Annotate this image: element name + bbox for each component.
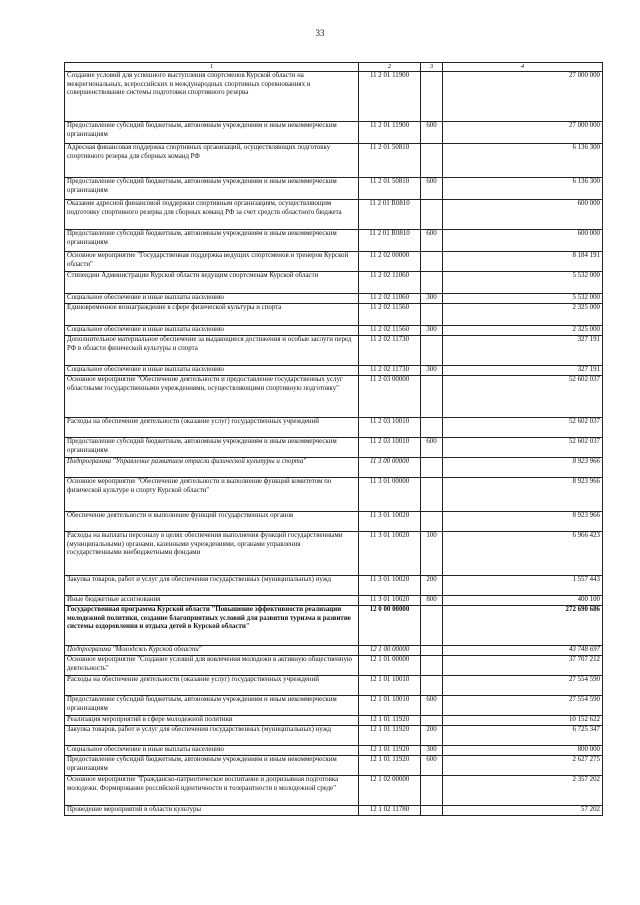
row-name-cell: Стипендии Администрации Курской области ведущим спортсменам Курской области xyxy=(65,272,359,294)
row-name-cell: Подпрограмма "Молодежь Курской области" xyxy=(65,646,359,656)
row-code-cell: 12 0 00 00000 xyxy=(359,606,421,646)
row-name-cell: Закупка товаров, работ и услуг для обеспечения государственных (муниципальных) нужд xyxy=(65,576,359,596)
row-expense-type-cell xyxy=(421,656,443,676)
row-expense-type-cell xyxy=(421,376,443,418)
row-amount-cell: 5 532 000 xyxy=(443,294,603,304)
row-code-cell: 11 3 01 10020 xyxy=(359,576,421,596)
row-code-cell: 11 2 01 11900 xyxy=(359,122,421,144)
table-row xyxy=(65,676,603,696)
row-amount-cell: 8 923 966 xyxy=(443,478,603,512)
column-header-name: 1 xyxy=(65,63,359,72)
row-amount-cell: 2 325 000 xyxy=(443,304,603,326)
column-header-amount: 4 xyxy=(443,63,603,72)
row-name-cell: Единовременное вознаграждение в сфере физической культуры и спорта xyxy=(65,304,359,326)
table-row xyxy=(65,726,603,746)
row-amount-cell: 600 000 xyxy=(443,200,603,230)
row-name-cell: Основное мероприятие "Обеспечение деятельности и выполнение функций комитетом по физической культуре и спорту Курской области" xyxy=(65,478,359,512)
table-header xyxy=(65,63,603,72)
row-amount-cell: 27 000 000 xyxy=(443,72,603,122)
row-amount-cell: 400 100 xyxy=(443,596,603,606)
row-expense-type-cell xyxy=(421,458,443,478)
row-code-cell: 11 2 02 11560 xyxy=(359,304,421,326)
budget-table xyxy=(64,62,603,816)
row-expense-type-cell: 200 xyxy=(421,576,443,596)
table-row xyxy=(65,776,603,806)
row-amount-cell: 2 627 275 xyxy=(443,756,603,776)
row-name-cell: Предоставление субсидий бюджетным, автономным учреждениям и иным некоммерческим организациям xyxy=(65,696,359,716)
table-row xyxy=(65,756,603,776)
row-code-cell: 11 2 02 11060 xyxy=(359,272,421,294)
row-name-cell: Оказание адресной финансовой поддержки спортивным организациям, осуществляющим подготовку спортивного резерва для сборных команд РФ за счет средств областного бюджета xyxy=(65,200,359,230)
table-row xyxy=(65,806,603,816)
row-expense-type-cell: 600 xyxy=(421,756,443,776)
row-expense-type-cell: 200 xyxy=(421,726,443,746)
table-row xyxy=(65,478,603,512)
row-expense-type-cell xyxy=(421,418,443,438)
row-code-cell: 11 2 02 00000 xyxy=(359,252,421,272)
row-amount-cell: 2 325 000 xyxy=(443,326,603,336)
table-row xyxy=(65,418,603,438)
row-expense-type-cell xyxy=(421,676,443,696)
row-name-cell: Создание условий для успешного выступления спортсменов Курской области на межрегиональных, всероссийских и международных спортивных соревнованиях и совершенствование системы подготовки спортивного резерва xyxy=(65,72,359,122)
row-name-cell: Социальное обеспечение и иные выплаты населению xyxy=(65,746,359,756)
row-code-cell: 12 1 00 00000 xyxy=(359,646,421,656)
row-code-cell: 11 2 01 50810 xyxy=(359,178,421,200)
table-row xyxy=(65,512,603,532)
row-expense-type-cell: 300 xyxy=(421,746,443,756)
table-row xyxy=(65,294,603,304)
row-name-cell: Проведение мероприятий в области культуры xyxy=(65,806,359,816)
row-amount-cell: 272 690 686 xyxy=(443,606,603,646)
row-expense-type-cell: 300 xyxy=(421,366,443,376)
row-name-cell: Предоставление субсидий бюджетным, автономным учреждениям и иным некоммерческим организациям xyxy=(65,178,359,200)
page-number: 33 xyxy=(315,28,325,38)
row-expense-type-cell: 600 xyxy=(421,122,443,144)
row-expense-type-cell xyxy=(421,304,443,326)
row-name-cell: Расходы на обеспечение деятельности (оказание услуг) государственных учреждений xyxy=(65,418,359,438)
row-amount-cell: 327 191 xyxy=(443,336,603,366)
row-code-cell: 12 1 01 11920 xyxy=(359,756,421,776)
row-expense-type-cell xyxy=(421,252,443,272)
table-row xyxy=(65,646,603,656)
row-amount-cell: 6 966 423 xyxy=(443,532,603,576)
row-expense-type-cell: 300 xyxy=(421,294,443,304)
row-code-cell: 12 1 01 10010 xyxy=(359,676,421,696)
row-code-cell: 11 2 01 50810 xyxy=(359,144,421,178)
table-row xyxy=(65,376,603,418)
row-name-cell: Основное мероприятие "Обеспечение деятельности и предоставление государственных услуг областными государственными учреждениями, осуществляющими спортивную подготовку" xyxy=(65,376,359,418)
table-row xyxy=(65,230,603,252)
row-code-cell: 11 3 00 00000 xyxy=(359,458,421,478)
table-row xyxy=(65,366,603,376)
table-row xyxy=(65,716,603,726)
row-amount-cell: 27 554 590 xyxy=(443,676,603,696)
row-amount-cell: 327 191 xyxy=(443,366,603,376)
row-expense-type-cell xyxy=(421,512,443,532)
row-amount-cell: 52 602 037 xyxy=(443,376,603,418)
row-expense-type-cell xyxy=(421,478,443,512)
row-amount-cell: 1 557 443 xyxy=(443,576,603,596)
column-header-code: 2 xyxy=(359,63,421,72)
row-name-cell: Социальное обеспечение и иные выплаты населению xyxy=(65,326,359,336)
row-code-cell: 11 2 02 11730 xyxy=(359,336,421,366)
row-code-cell: 11 3 01 00000 xyxy=(359,478,421,512)
row-expense-type-cell xyxy=(421,776,443,806)
row-amount-cell: 6 136 300 xyxy=(443,178,603,200)
table-row xyxy=(65,336,603,366)
row-code-cell: 12 1 01 10010 xyxy=(359,696,421,716)
row-name-cell: Расходы на обеспечение деятельности (оказание услуг) государственных учреждений xyxy=(65,676,359,696)
row-amount-cell: 600 000 xyxy=(443,230,603,252)
row-name-cell: Иные бюджетные ассигнования xyxy=(65,596,359,606)
row-expense-type-cell: 300 xyxy=(421,326,443,336)
row-expense-type-cell xyxy=(421,646,443,656)
row-code-cell: 12 1 02 11780 xyxy=(359,806,421,816)
row-amount-cell: 52 602 037 xyxy=(443,438,603,458)
table-row xyxy=(65,746,603,756)
row-amount-cell: 27 554 590 xyxy=(443,696,603,716)
row-name-cell: Реализация мероприятий в сфере молодежной политики xyxy=(65,716,359,726)
row-amount-cell: 37 707 212 xyxy=(443,656,603,676)
row-name-cell: Предоставление субсидий бюджетным, автономным учреждениям и иным некоммерческим организациям xyxy=(65,756,359,776)
row-expense-type-cell xyxy=(421,72,443,122)
row-name-cell: Адресная финансовая поддержка спортивных организаций, осуществляющих подготовку спортивного резерва для сборных команд РФ xyxy=(65,144,359,178)
row-name-cell: Обеспечение деятельности и выполнение функций государственных органов xyxy=(65,512,359,532)
row-code-cell: 12 1 01 11920 xyxy=(359,716,421,726)
row-amount-cell: 10 152 622 xyxy=(443,716,603,726)
row-amount-cell: 8 923 966 xyxy=(443,458,603,478)
row-amount-cell: 8 923 966 xyxy=(443,512,603,532)
table-body xyxy=(65,72,603,816)
column-header-expense-type: 3 xyxy=(421,63,443,72)
table-row xyxy=(65,606,603,646)
row-code-cell: 11 2 01 11900 xyxy=(359,72,421,122)
row-expense-type-cell: 600 xyxy=(421,178,443,200)
row-name-cell: Дополнительное материальное обеспечение за выдающиеся достижения и особые заслуги перед РФ в области физической культуры и спорта xyxy=(65,336,359,366)
row-code-cell: 12 1 02 00000 xyxy=(359,776,421,806)
row-amount-cell: 8 184 191 xyxy=(443,252,603,272)
row-code-cell: 11 2 01 R0810 xyxy=(359,230,421,252)
row-code-cell: 11 2 03 00000 xyxy=(359,376,421,418)
row-expense-type-cell xyxy=(421,336,443,366)
row-name-cell: Социальное обеспечение и иные выплаты населению xyxy=(65,294,359,304)
row-amount-cell: 800 000 xyxy=(443,746,603,756)
row-expense-type-cell xyxy=(421,716,443,726)
row-amount-cell: 6 725 347 xyxy=(443,726,603,746)
row-code-cell: 12 1 01 11920 xyxy=(359,746,421,756)
row-expense-type-cell xyxy=(421,606,443,646)
table-row xyxy=(65,458,603,478)
row-expense-type-cell xyxy=(421,272,443,294)
row-expense-type-cell: 100 xyxy=(421,532,443,576)
table-row xyxy=(65,178,603,200)
row-name-cell: Основное мероприятие "Создание условий для вовлечения молодежи в активную общественную деятельность" xyxy=(65,656,359,676)
row-code-cell: 12 1 01 00000 xyxy=(359,656,421,676)
row-name-cell: Предоставление субсидий бюджетным, автономным учреждениям и иным некоммерческим организациям xyxy=(65,438,359,458)
row-code-cell: 11 3 01 10020 xyxy=(359,512,421,532)
row-code-cell: 11 2 03 10010 xyxy=(359,438,421,458)
table-row xyxy=(65,532,603,576)
row-amount-cell: 57 202 xyxy=(443,806,603,816)
row-amount-cell: 27 000 000 xyxy=(443,122,603,144)
row-name-cell: Основное мероприятие "Государственная поддержка ведущих спортсменов и тренеров Курской области" xyxy=(65,252,359,272)
table-row xyxy=(65,576,603,596)
table-row xyxy=(65,304,603,326)
row-expense-type-cell xyxy=(421,200,443,230)
row-name-cell: Государственная программа Курской области "Повышение эффективности реализации молодежной политики, создание благоприятных условий для развития туризма и развитие системы оздоровления и отдыха детей в Курской области" xyxy=(65,606,359,646)
table-row xyxy=(65,696,603,716)
row-amount-cell: 5 532 000 xyxy=(443,272,603,294)
row-name-cell: Предоставление субсидий бюджетным, автономным учреждениям и иным некоммерческим организациям xyxy=(65,230,359,252)
row-code-cell: 12 1 01 11920 xyxy=(359,726,421,746)
table-row xyxy=(65,122,603,144)
row-name-cell: Расходы на выплаты персоналу в целях обеспечения выполнения функций государственными (муниципальными) органами, казенными учреждениями, органами управления государственными внебюджетными фондами xyxy=(65,532,359,576)
row-name-cell: Закупка товаров, работ и услуг для обеспечения государственных (муниципальных) нужд xyxy=(65,726,359,746)
row-amount-cell: 2 357 202 xyxy=(443,776,603,806)
row-code-cell: 11 3 01 10020 xyxy=(359,532,421,576)
table-row xyxy=(65,596,603,606)
table-row xyxy=(65,438,603,458)
row-code-cell: 11 2 02 11060 xyxy=(359,294,421,304)
row-expense-type-cell: 800 xyxy=(421,596,443,606)
row-expense-type-cell: 600 xyxy=(421,438,443,458)
table-row xyxy=(65,656,603,676)
table-row xyxy=(65,272,603,294)
table-row xyxy=(65,252,603,272)
row-code-cell: 11 2 02 11730 xyxy=(359,366,421,376)
row-code-cell: 11 2 02 11560 xyxy=(359,326,421,336)
row-name-cell: Социальное обеспечение и иные выплаты населению xyxy=(65,366,359,376)
row-name-cell: Предоставление субсидий бюджетным, автономным учреждениям и иным некоммерческим организациям xyxy=(65,122,359,144)
table-row xyxy=(65,72,603,122)
row-amount-cell: 43 748 697 xyxy=(443,646,603,656)
row-code-cell: 11 2 03 10010 xyxy=(359,418,421,438)
row-amount-cell: 52 602 037 xyxy=(443,418,603,438)
row-expense-type-cell: 600 xyxy=(421,696,443,716)
table-row xyxy=(65,200,603,230)
row-expense-type-cell xyxy=(421,144,443,178)
row-name-cell: Основное мероприятие "Гражданско-патриотическое воспитание и допризывная подготовка молодежи. Формирование российской идентичности и толерантности в молодежной среде" xyxy=(65,776,359,806)
row-name-cell: Подпрограмма "Управление развитием отрасли физической культуры и спорта" xyxy=(65,458,359,478)
row-code-cell: 11 3 01 10020 xyxy=(359,596,421,606)
row-code-cell: 11 2 01 R0810 xyxy=(359,200,421,230)
table-row xyxy=(65,144,603,178)
row-amount-cell: 6 136 300 xyxy=(443,144,603,178)
row-expense-type-cell xyxy=(421,806,443,816)
table-row xyxy=(65,326,603,336)
row-expense-type-cell: 600 xyxy=(421,230,443,252)
